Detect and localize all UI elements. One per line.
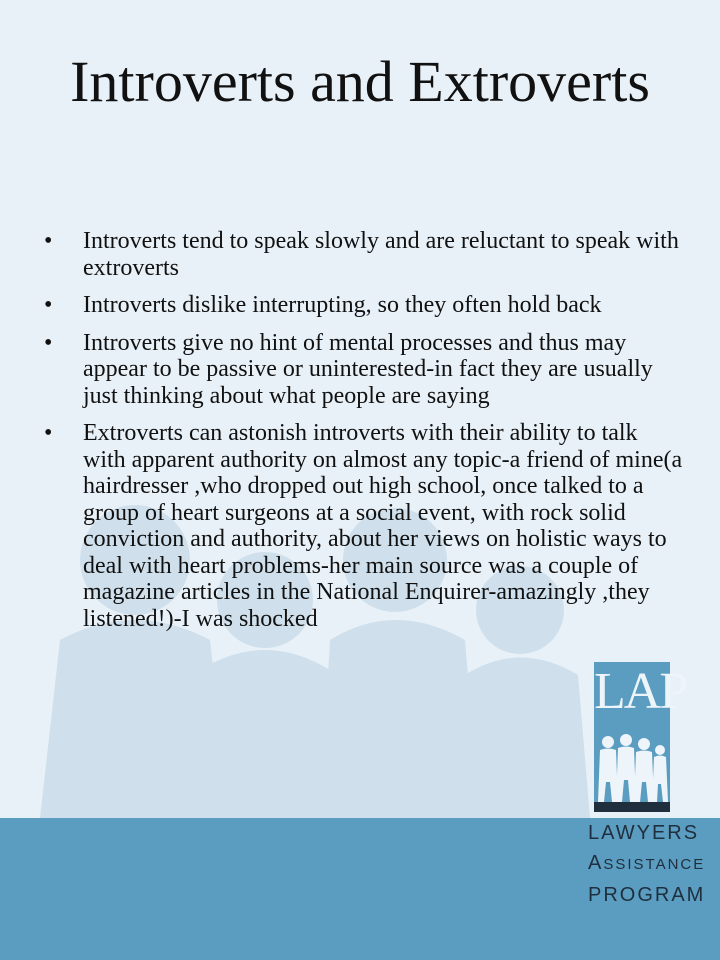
bullet-dot: • [44, 228, 53, 254]
logo-line-program: PROGRAM [588, 884, 706, 906]
people-icon [594, 732, 670, 812]
bullet-text: Introverts dislike interrupting, so they often hold back [83, 292, 602, 318]
bullet-list [44, 228, 684, 643]
bullet-item [44, 420, 684, 632]
slide-title: Introverts and Extroverts [70, 49, 650, 114]
bullet-dot: • [44, 420, 53, 446]
bullet-text: Introverts tend to speak slowly and are reluctant to speak with extroverts [83, 228, 679, 281]
bullet-text: Introverts give no hint of mental processes and thus may appear to be passive or uninterested-in fact they are usually just thinking about what people are saying [83, 329, 653, 409]
bullet-text: Extroverts can astonish introverts with their ability to talk with apparent authority on almost any topic-a friend of mine(a hairdresser ,who dropped out high school, once talked to a group of heart surgeons at a social event, with rock solid conviction and authority, about her views on holistic ways to deal with heart problems-her main source was a couple of magazine articles in the National Enquirer-amazingly ,they listened!)-I was shocked [83, 420, 683, 632]
logo-initial: A [588, 852, 604, 874]
logo-line-lawyers: LAWYERS [588, 822, 700, 844]
bullet-dot: • [44, 292, 53, 318]
bullet-item [44, 292, 684, 319]
logo-monogram: LAP [594, 663, 687, 720]
bullet-item [44, 228, 684, 281]
bullet-item [44, 330, 684, 410]
logo-rest: SSISTANCE [603, 856, 706, 873]
logo-line-assistance [588, 848, 706, 880]
logo-wordmark [588, 818, 706, 910]
bullet-dot: • [44, 329, 53, 356]
